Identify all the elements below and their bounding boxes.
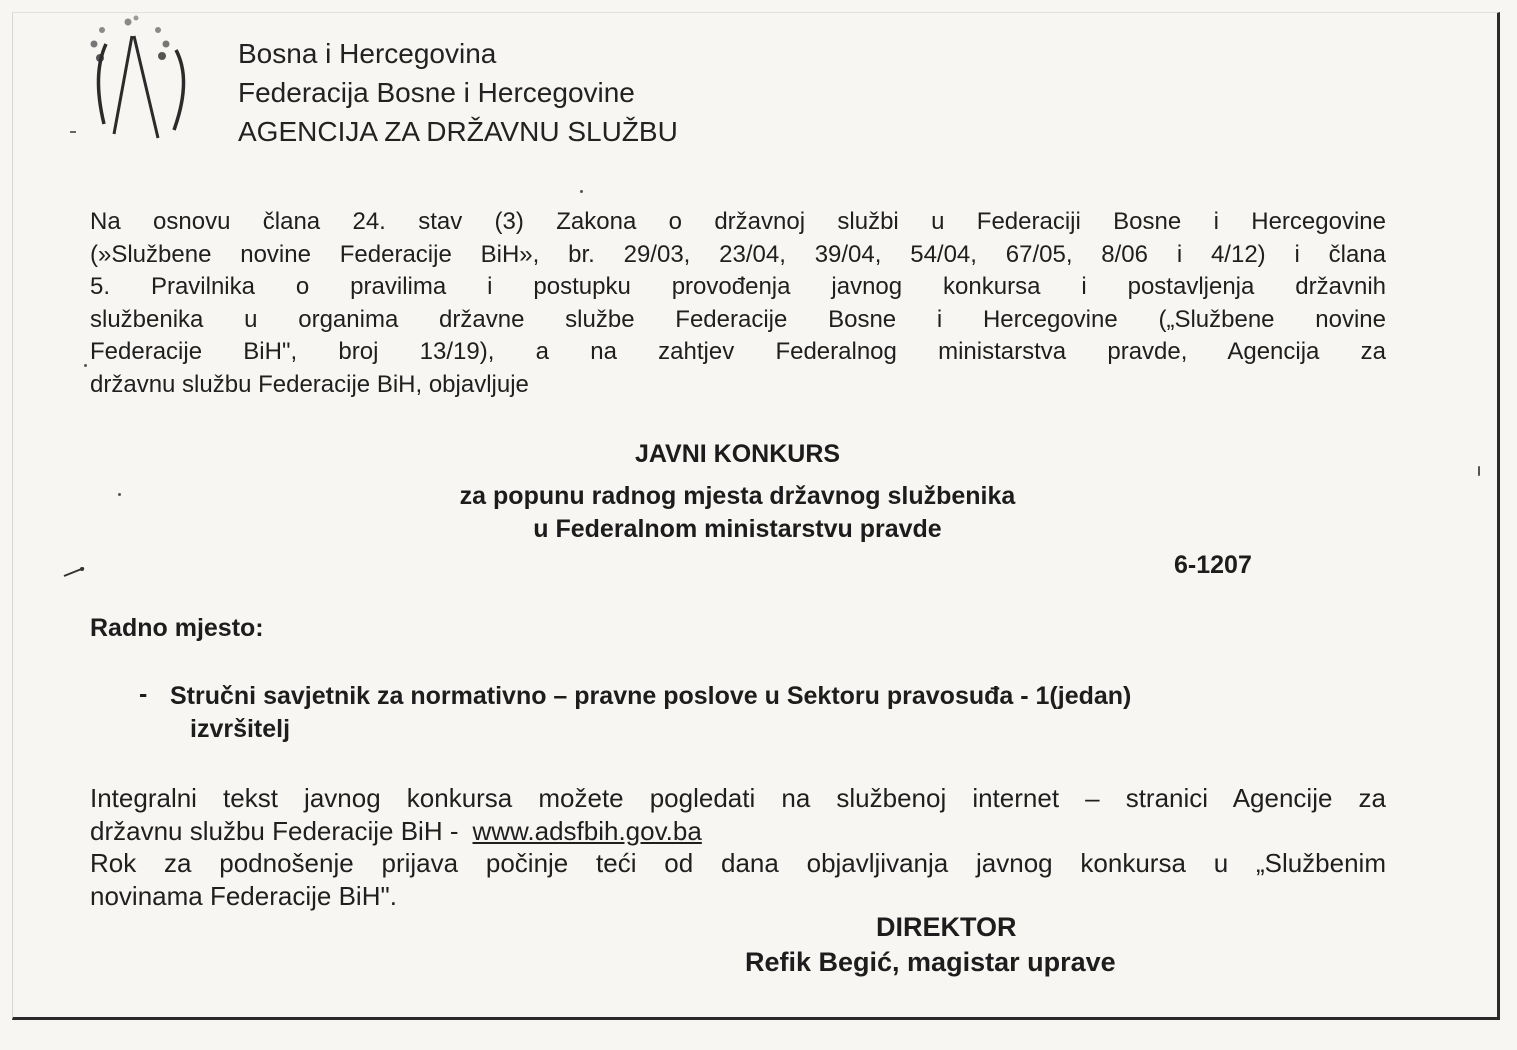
agency-website-link[interactable]: www.adsfbih.gov.ba: [472, 815, 702, 846]
paper-speck: [84, 364, 87, 367]
position-bullet: -: [139, 680, 148, 708]
position-line1: Stručni savjetnik za normativno – pravne poslove u Sektoru pravosuđa - 1(jedan): [170, 682, 1132, 710]
paper-speck: [580, 190, 583, 193]
intro-line: 5. Pravilnika o pravilima i postupku provođenja javnog konkursa i postavljenja državnih: [90, 273, 1386, 300]
header-federation: Federacija Bosne i Hercegovine: [238, 77, 635, 108]
intro-paragraph: [90, 206, 1386, 401]
reference-number: 6-1207: [1174, 551, 1252, 579]
header-agency: AGENCIJA ZA DRŽAVNU SLUŽBU: [238, 116, 678, 147]
header-country: Bosna i Hercegovina: [238, 38, 497, 69]
info-paragraph: [90, 782, 1386, 912]
paper-speck: [118, 493, 121, 496]
info-line3: Rok za podnošenje prijava počinje teći od dana objavljivanja javnog konkursa u „Službenim: [90, 848, 1386, 878]
info-line2: državnu službu Federacije BiH -: [90, 815, 459, 846]
notice-subtitle-line2: u Federalnom ministarstvu pravde: [533, 515, 942, 543]
signature-title: DIREKTOR: [876, 912, 1017, 942]
info-line1: Integralni tekst javnog konkursa možete pogledati na službenoj internet – stranici Agencije za: [90, 783, 1386, 813]
notice-title: JAVNI KONKURS: [634, 440, 841, 468]
info-line4: novinama Federacije BiH".: [90, 880, 397, 911]
signature-name: Refik Begić, magistar uprave: [745, 947, 1116, 977]
position-line2: izvršitelj: [190, 715, 291, 743]
info-line2-row: [90, 815, 1386, 848]
agency-header: [238, 34, 678, 151]
intro-line: Federacije BiH", broj 13/19), a na zahtjev Federalnog ministarstva pravde, Agencija za: [90, 338, 1386, 365]
pen-mark: [62, 564, 88, 578]
intro-line: državnu službu Federacije BiH, objavljuje: [90, 370, 529, 398]
paper-speck: [1478, 466, 1480, 476]
intro-line: (»Službene novine Federacije BiH», br. 29/03, 23/04, 39/04, 54/04, 67/05, 8/06 i 4/12) i člana: [90, 240, 1386, 268]
notice-subtitle-line1: za popunu radnog mjesta državnog službenika: [459, 482, 1016, 510]
position-item: [170, 680, 1386, 746]
position-label: Radno mjesto:: [90, 614, 264, 642]
intro-line: službenika u organima državne službe Federacije Bosne i Hercegovine („Službene novine: [90, 305, 1386, 333]
intro-line: Na osnovu člana 24. stav (3) Zakona o državnoj službi u Federaciji Bosne i Hercegovine: [90, 208, 1386, 235]
agency-logo: [70, 14, 220, 144]
